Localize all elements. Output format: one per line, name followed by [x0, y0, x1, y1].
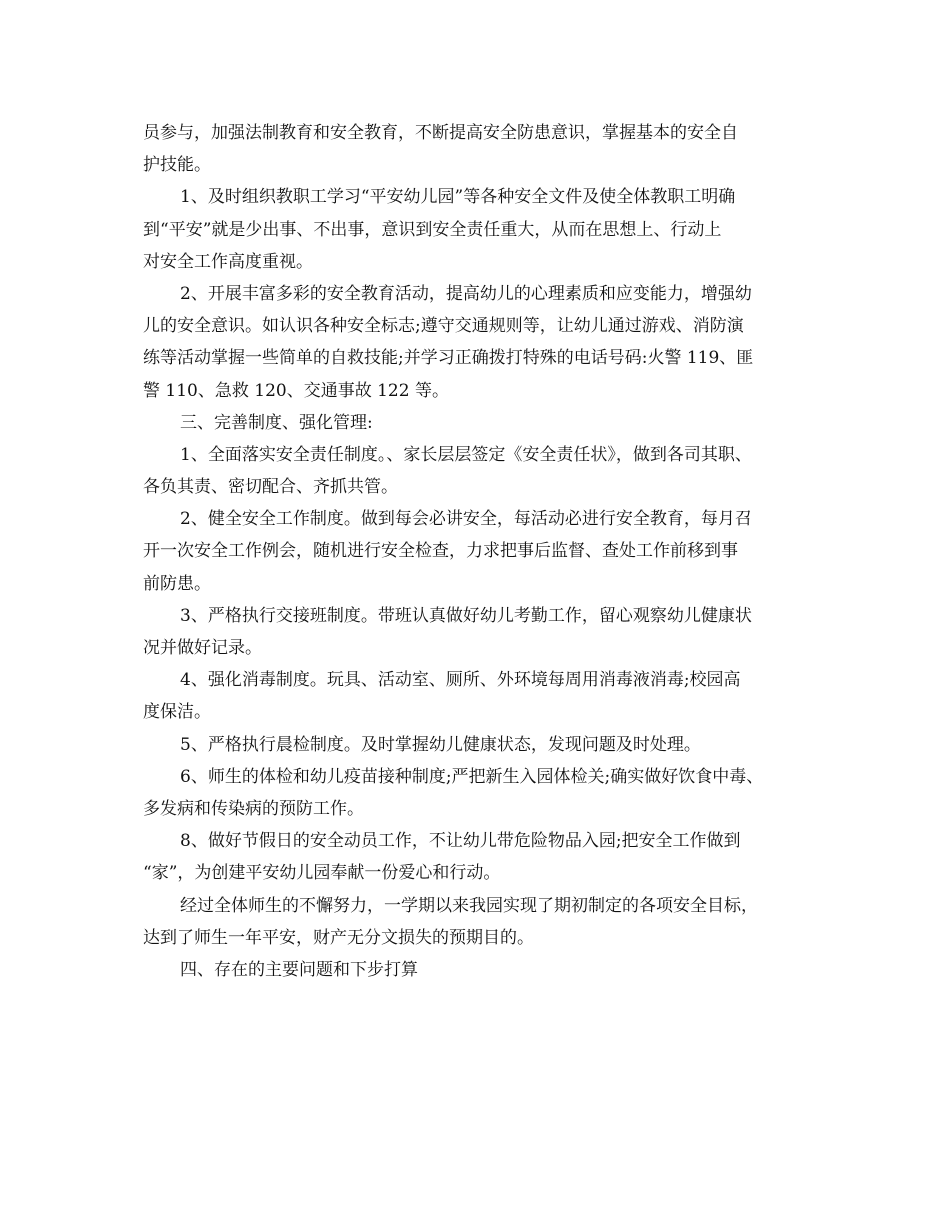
text-line: 练等活动掌握一些简单的自救技能;并学习正确拨打特殊的电话号码:火警 119、匪	[143, 348, 754, 369]
text-line: 对安全工作高度重视。	[143, 251, 313, 272]
text-line: 2、开展丰富多彩的安全教育活动，提高幼儿的心理素质和应变能力，增强幼	[180, 283, 752, 304]
text-line: 经过全体师生的不懈努力，一学期以来我园实现了期初制定的各项安全目标，	[180, 895, 758, 916]
text-line: 员参与，加强法制教育和安全教育，不断提高安全防患意识，掌握基本的安全自	[143, 123, 738, 143]
text-line: 1、全面落实安全责任制度。、家长层层签定《安全责任状》，做到各司其职、	[180, 444, 752, 465]
text-line: 达到了师生一年平安，财产无分文损失的预期目的。	[143, 927, 534, 948]
text-line: 护技能。	[143, 155, 211, 176]
text-line: 多发病和传染病的预防工作。	[143, 798, 364, 819]
text-line: 6、师生的体检和幼儿疫苗接种制度;严把新生入园体检关;确实做好饮食中毒、	[180, 766, 764, 787]
text-line: 8、做好节假日的安全动员工作，不让幼儿带危险物品入园;把安全工作做到	[180, 831, 741, 852]
text-line: 2、健全安全工作制度。做到每会必讲安全，每活动必进行安全教育，每月召	[180, 509, 752, 530]
text-line: 各负其责、密切配合、齐抓共管。	[143, 477, 398, 498]
text-line: 4、强化消毒制度。玩具、活动室、厕所、外环境每周用消毒液消毒;校园高	[180, 670, 741, 691]
text-line: 3、严格执行交接班制度。带班认真做好幼儿考勤工作，留心观察幼儿健康状	[180, 605, 752, 626]
text-line: 三、完善制度、强化管理:	[180, 412, 373, 433]
text-line: 儿的安全意识。如认识各种安全标志;遵守交通规则等，让幼儿通过游戏、消防演	[143, 316, 744, 337]
text-line: 到“平安”就是少出事、不出事，意识到安全责任重大，从而在思想上、行动上	[143, 219, 722, 240]
text-line: “家”，为创建平安幼儿园奉献一份爱心和行动。	[143, 863, 501, 884]
text-line: 四、存在的主要问题和下步打算	[180, 959, 418, 980]
text-line: 度保洁。	[143, 702, 211, 723]
text-line: 1、及时组织教职工学习“平安幼儿园”等各种安全文件及使全体教职工明确	[180, 187, 736, 208]
text-line: 警 110、急救 120、交通事故 122 等。	[143, 380, 449, 401]
document-body	[143, 117, 813, 986]
text-line: 前防患。	[143, 573, 211, 594]
text-line: 况并做好记录。	[143, 638, 262, 658]
text-line: 5、严格执行晨检制度。及时掌握幼儿健康状态，发现问题及时处理。	[180, 734, 701, 755]
text-line: 开一次安全工作例会，随机进行安全检查，力求把事后监督、查处工作前移到事	[143, 541, 738, 562]
